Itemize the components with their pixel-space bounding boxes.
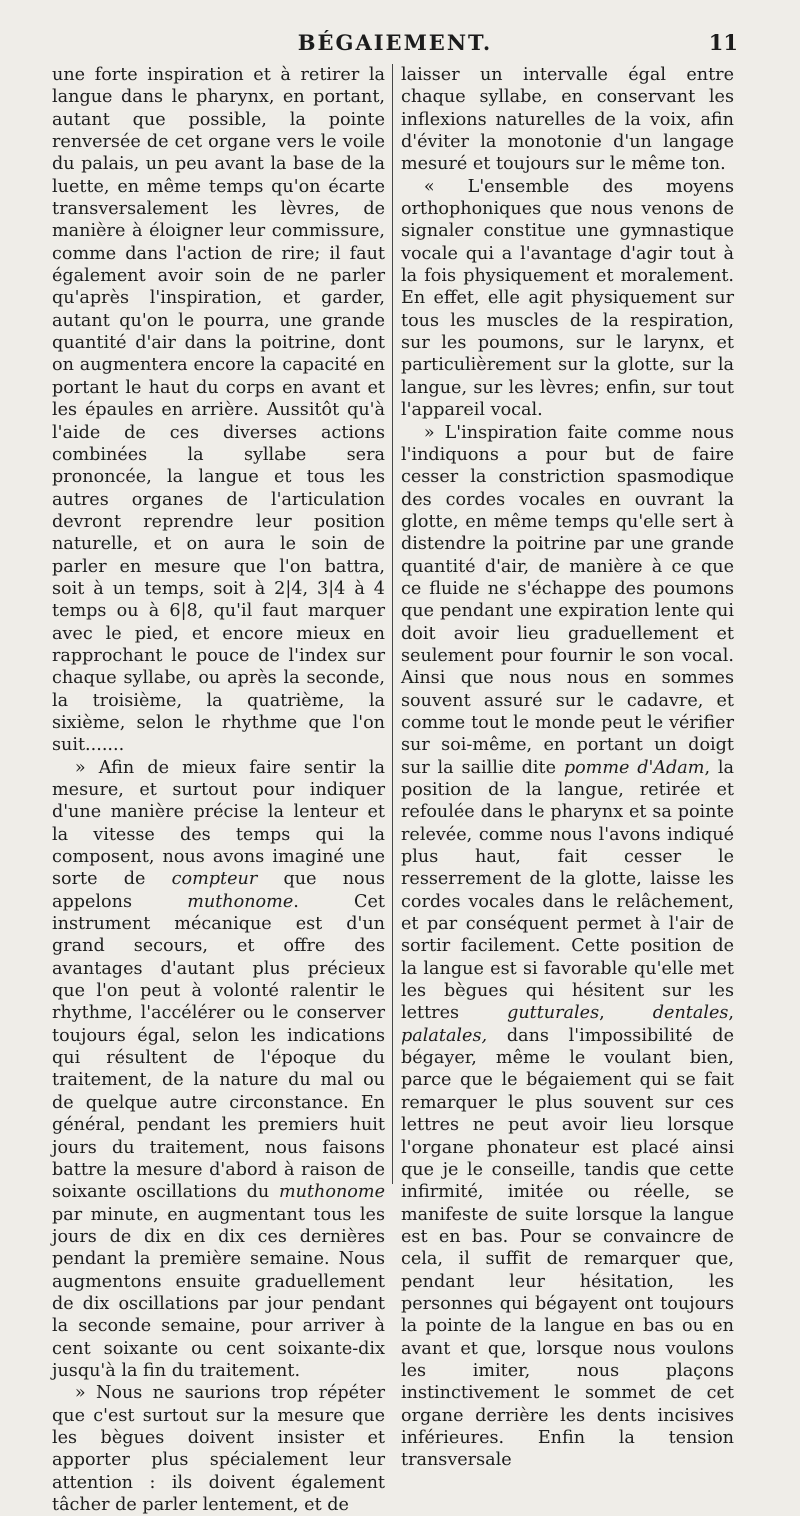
paragraph: une forte inspiration et à retirer la langue dans le pharynx, en portant, autant que possible, la pointe renversée de cet organe vers le voile du palais, un peu avant la base de la luette, en même temps qu'on écarte transversalement les lèvres, de manière à éloigner leur commissure, comme dans l'action de rire; il faut également avoir soin de ne parler qu'après l'inspiration, et garder, autant qu'on le pourra, une grande quantité d'air dans la poitrine, dont on augmentera encore la capacité en portant le haut du corps en avant et les épaules en arrière. Aussitôt qu'à l'aide de ces diverses actions combinées la syllabe sera prononcée, la langue et tous les autres organes de l'articulation devront reprendre leur position naturelle, et on aura le soin de parler en mesure que l'on battra, soit à un temps, soit à 2|4, 3|4 à 4 temps ou à 6|8, qu'il faut marquer avec le pied, et encore mieux en rapprochant le pouce de l'index sur chaque syllabe, ou après la seconde, la troisième, la quatrième, la sixième, selon le rhythme que l'on suit....... <box>52 65 385 756</box>
running-title: BÉGAIEMENT. <box>297 30 493 55</box>
italic-term: compteur <box>171 869 258 890</box>
italic-term: pomme d'Adam <box>563 757 705 778</box>
italic-term: dentales <box>652 1003 729 1024</box>
right-column <box>401 64 734 1472</box>
italic-term: muthonome <box>278 1182 385 1203</box>
column-divider <box>392 64 393 1184</box>
paragraph: » Nous ne saurions trop répéter que c'est surtout sur la mesure que les bègues doivent insister et apporter plus spécialement leur attention : ils doivent également tâcher de parler lentement, et de <box>52 1383 385 1515</box>
paragraph: « L'ensemble des moyens orthophoniques que nous venons de signaler constitue une gymnastique vocale qui a l'avantage d'agir tout à la fois physiquement et moralement. En effet, elle agit physiquement sur tous les muscles de la respiration, sur les poumons, sur le larynx, et particulièrement sur la glotte, sur la langue, sur les lèvres; enfin, sur tout l'appareil vocal. <box>401 176 734 421</box>
paragraph: laisser un intervalle égal entre chaque syllabe, en conservant les inflexions naturelles de la voix, afin d'éviter la monotonie d'un langage mesuré et toujours sur le même ton. <box>401 65 734 175</box>
italic-term: muthonome <box>187 891 294 912</box>
italic-term: gutturales <box>507 1003 600 1024</box>
page-header <box>52 30 738 60</box>
paragraph: » Afin de mieux faire sentir la mesure, et surtout pour indiquer d'une manière précise la lenteur et la vitesse des temps qui la composent, nous avons imaginé une sorte de compteur que nous appelons muthonome. Cet instrument mécanique est d'un grand secours, et offre des avantages d'autant plus précieux que l'on peut à volonté ralentir le rhythme, l'accélérer ou le conserver toujours égal, selon les indications qui résultent de l'époque du traitement, de la nature du mal ou de quelque autre circonstance. En général, pendant les premiers huit jours du traitement, nous faisons battre la mesure d'abord à raison de soixante oscillations du muthonome par minute, en augmentant tous les jours de dix en dix ces dernières pendant la première semaine. Nous augmentons ensuite graduellement de dix oscillations par jour pendant la seconde semaine, pour arriver à cent soixante ou cent soixante-dix jusqu'à la fin du traitement. <box>52 757 385 1381</box>
italic-term: palatales, <box>401 1025 488 1046</box>
page-number: 11 <box>708 30 738 55</box>
left-column <box>52 64 385 1516</box>
paragraph: » L'inspiration faite comme nous l'indiquons a pour but de faire cesser la constriction spasmodique des cordes vocales en ouvrant la glotte, en même temps qu'elle sert à distendre la poitrine par une grande quantité d'air, de manière à ce que ce fluide ne s'échappe des poumons que pendant une expiration lente qui doit avoir lieu graduellement et seulement pour fournir le son vocal. Ainsi que nous nous en sommes souvent assuré sur le cadavre, et comme tout le monde peut le vérifier sur soi-même, en portant un doigt sur la saillie dite pomme d'Adam, la position de la langue, retirée et refoulée dans le pharynx et sa pointe relevée, comme nous l'avons indiqué plus haut, fait cesser le resserrement de la glotte, laisse les cordes vocales dans le relâchement, et par conséquent permet à l'air de sortir facilement. Cette position de la langue est si favorable qu'elle met les bègues qui hésitent sur les lettres gutturales, dentales, palatales, dans l'impossibilité de bégayer, même le voulant bien, parce que le bégaiement qui se fait remarquer le plus souvent sur ces lettres ne peut avoir lieu lorsque l'organe phonateur est placé ainsi que je le conseille, tandis que cette infirmité, imitée ou réelle, se manifeste de suite lorsque la langue est en bas. Pour se convaincre de cela, il suffit de remarquer que, pendant leur hésitation, les personnes qui bégayent ont toujours la pointe de la langue en bas ou en avant et que, lorsque nous voulons les imiter, nous plaçons instinctivement le sommet de cet organe derrière les dents incisives inférieures. Enfin la tension transversale <box>401 422 734 1471</box>
